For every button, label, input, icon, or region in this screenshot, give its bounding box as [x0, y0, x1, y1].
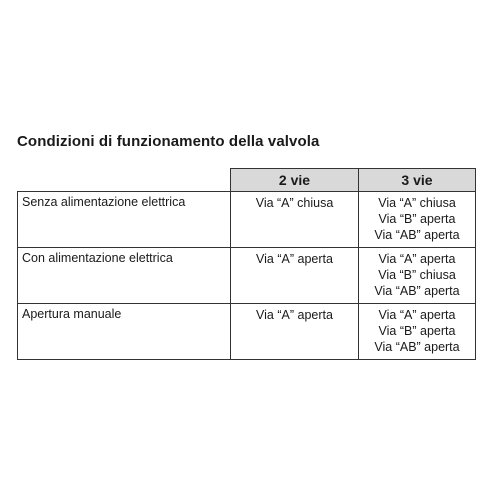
three-way-cell	[359, 192, 476, 248]
section-title: Condizioni di funzionamento della valvola	[17, 133, 320, 150]
condition-cell: Apertura manuale	[18, 304, 231, 360]
two-way-cell	[231, 304, 359, 360]
three-way-state-ab: Via “AB” aperta	[374, 340, 460, 354]
two-way-state: Via “A” aperta	[256, 308, 333, 322]
three-way-state-b: Via “B” aperta	[378, 324, 456, 338]
header-3-way: 3 vie	[359, 169, 476, 192]
three-way-state-ab: Via “AB” aperta	[374, 228, 460, 242]
condition-cell: Con alimentazione elettrica	[18, 248, 231, 304]
three-way-state-a: Via “A” aperta	[378, 252, 456, 266]
table-header-row	[18, 169, 476, 192]
three-way-cell	[359, 248, 476, 304]
three-way-state-b: Via “B” chiusa	[378, 268, 456, 282]
header-corner-cell	[18, 169, 231, 192]
valve-conditions-table	[17, 168, 476, 360]
table-row	[18, 248, 476, 304]
header-2-way: 2 vie	[231, 169, 359, 192]
three-way-cell	[359, 304, 476, 360]
three-way-state-ab: Via “AB” aperta	[374, 284, 460, 298]
condition-cell: Senza alimentazione elettrica	[18, 192, 231, 248]
two-way-state: Via “A” aperta	[256, 252, 333, 266]
two-way-cell	[231, 248, 359, 304]
three-way-state-b: Via “B” aperta	[378, 212, 456, 226]
three-way-state-a: Via “A” chiusa	[378, 196, 456, 210]
two-way-cell	[231, 192, 359, 248]
three-way-state-a: Via “A” aperta	[378, 308, 456, 322]
table-row	[18, 304, 476, 360]
two-way-state: Via “A” chiusa	[255, 196, 334, 210]
table-row	[18, 192, 476, 248]
